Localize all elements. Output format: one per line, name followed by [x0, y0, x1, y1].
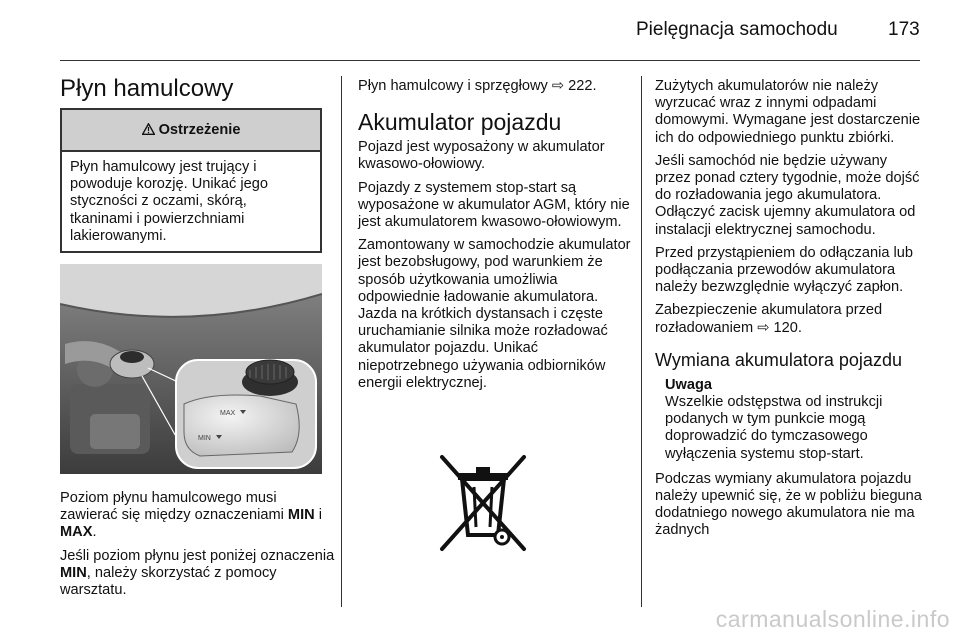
brake-fluid-reference[interactable]: Płyn hamulcowy i sprzęgłowy ⇨ 222.	[358, 78, 597, 94]
paragraph-ignition-off: Przed przystąpieniem do odłączania lub podłączania przewodów akumulatora należy bezwzględnie wyłączyć zapłon.	[655, 244, 913, 296]
paragraph-agm: Pojazdy z systemem stop-start są wyposażone w akumulator AGM, który nie jest akumulatorem kwasowo-ołowiowym.	[358, 179, 630, 231]
warning-box	[60, 108, 322, 253]
paragraph-replacement: Podczas wymiany akumulatora pojazdu należy upewnić się, że w pobliżu bieguna dodatniego nowego akumulatora nie ma żadnych	[655, 470, 922, 539]
note-box	[665, 377, 925, 463]
brake-fluid-reservoir-photo	[60, 264, 322, 474]
column-divider-2	[641, 76, 642, 607]
paragraph-long-parking: Jeśli samochód nie będzie używany przez ponad cztery tygodnie, może dojść do rozładowania jego akumulatora. Odłączyć zacisk ujemny akumulatora od instalacji elektrycznej samochodu.	[655, 152, 920, 238]
warning-text: Płyn hamulcowy jest trujący i powoduje korozję. Unikać jego styczności z oczami, skórą, tkaninami i powierzchniami lakierowanymi.	[70, 159, 268, 244]
min-label: MIN	[198, 435, 211, 442]
paragraph-maintenance-free: Zamontowany w samochodzie akumulator jest bezobsługowy, pod warunkiem że sposób użytkowania umożliwia odpowiednie ładowanie akumulatora. Jazda na krótkich dystansach i częste uruchamianie silnika może rozładować akumulator pojazdu. Unikać niepotrzebnego używania odbiorników energii elektrycznej.	[358, 237, 631, 391]
note-title: Uwaga	[665, 376, 713, 393]
section-heading-battery: Akumulator pojazdu	[358, 109, 562, 136]
note-text: Wszelkie odstępstwa od instrukcji podanych w tym punkcie mogą doprowadzić do tymczasowego wyłączenia systemu stop-start.	[665, 394, 883, 462]
middle-column	[358, 78, 633, 398]
paragraph-level: Poziom płynu hamulcowego musi zawierać się między oznaczeniami MIN i MAX.	[60, 490, 322, 541]
page-ref-arrow-icon: ⇨	[551, 78, 565, 94]
page-ref-arrow-icon: ⇨	[757, 319, 770, 336]
left-column-text	[60, 490, 335, 605]
battery-discharge-reference[interactable]: Zabezpieczenie akumulatora przed rozładowaniem ⇨ 120.	[655, 302, 883, 336]
subheading-battery-replacement: Wymiana akumulatora pojazdu	[655, 349, 902, 370]
warning-title: Ostrzeżenie	[158, 122, 241, 138]
column-divider-1	[341, 76, 342, 607]
watermark: carmanualsonline.info	[715, 606, 950, 632]
crossed-out-wheelie-bin-icon	[436, 453, 530, 553]
max-label: MAX	[220, 410, 236, 417]
header-rule	[60, 60, 920, 61]
paragraph-battery-type: Pojazd jest wyposażony w akumulator kwasowo-ołowiowy.	[358, 139, 605, 173]
warning-header	[62, 110, 320, 152]
section-heading-brake-fluid: Płyn hamulcowy	[60, 75, 234, 102]
paragraph-below-min: Jeśli poziom płynu jest poniżej oznaczenia MIN, należy skorzystać z pomocy warsztatu.	[60, 547, 335, 599]
warning-triangle-icon	[142, 122, 159, 138]
page-header-title: Pielęgnacja samochodu	[636, 19, 838, 40]
left-column	[60, 76, 330, 102]
page-number: 173	[888, 19, 920, 40]
right-column	[655, 78, 925, 546]
paragraph-disposal: Zużytych akumulatorów nie należy wyrzucać wraz z innymi odpadami domowymi. Wymagane jest dostarczenie ich do odpowiedniego punktu zbiórki.	[655, 78, 921, 146]
